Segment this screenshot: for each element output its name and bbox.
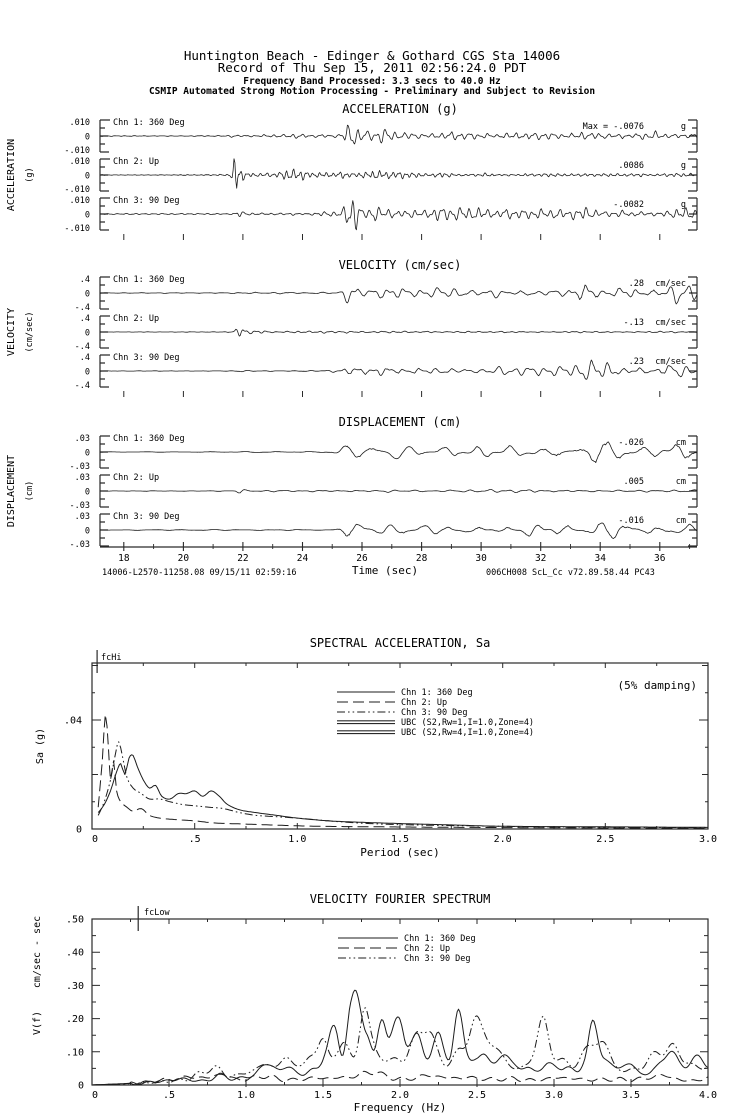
scale-tick-label: .010 [69, 157, 90, 167]
scale-tick-label: .03 [74, 473, 90, 483]
time-tick-label: 28 [415, 553, 428, 564]
displacement-axis-units: (cm) [25, 480, 35, 502]
channel-right-bracket [688, 120, 697, 152]
scale-tick-label: .4 [79, 353, 90, 363]
scale-tick-label: 0 [84, 210, 90, 221]
sa-plot-title: SPECTRAL ACCELERATION, Sa [309, 636, 491, 650]
channel-label: Chn 3: 90 Deg [113, 512, 180, 522]
scale-tick-label: 0 [84, 289, 90, 300]
fourier-legend-label: Chn 1: 360 Deg [404, 934, 476, 944]
scale-tick-label: -.4 [74, 303, 90, 313]
panel-bottom-tick-row [124, 391, 660, 397]
channel-label: Chn 1: 360 Deg [113, 434, 185, 444]
sa-series-3 [98, 742, 708, 828]
sa-x-tick-label: 1.0 [288, 834, 307, 845]
fourier-y-tick-label: .10 [65, 1047, 84, 1059]
scale-tick-label: -.010 [64, 185, 90, 195]
fourier-y-tick-label: .20 [65, 1014, 84, 1026]
time-tick-label: 20 [177, 553, 190, 564]
sa-legend-label: Chn 3: 90 Deg [401, 708, 468, 718]
fourier-x-tick-label: 3.0 [544, 1090, 564, 1101]
fourier-y-ticks [92, 919, 708, 1068]
sa-x-ticks [143, 663, 656, 829]
fourier-legend-label: Chn 3: 90 Deg [404, 954, 471, 964]
channel-label: Chn 2: Up [113, 314, 160, 324]
fourier-x-ticks [131, 919, 670, 1087]
scale-tick-label: 0 [84, 367, 90, 378]
sa-x-tick-label: .5 [188, 834, 201, 845]
sa-y-axis-label: Sa (g) [35, 727, 46, 765]
fourier-x-tick-label: 4.0 [698, 1090, 718, 1101]
peak-units-label: cm/sec [655, 279, 686, 289]
waveform-trace-2-1 [100, 285, 697, 304]
waveform-trace-1-2 [100, 159, 697, 189]
channel-label: Chn 1: 360 Deg [113, 118, 185, 128]
sa-x-tick-label: 3.0 [698, 834, 718, 845]
sa-series-1 [98, 755, 708, 828]
scale-tick-label: -.4 [74, 342, 90, 352]
sa-x-axis-label: Period (sec) [360, 846, 440, 859]
sa-fchi-marker-label: fcHi [101, 653, 122, 663]
sa-y-tick-label: 0 [75, 824, 82, 836]
sa-legend-label: UBC (S2,Rw=4,I=1.0,Zone=4) [401, 728, 535, 738]
fourier-legend-label: Chn 2: Up [404, 944, 451, 954]
peak-value-label: -.016 [618, 516, 644, 526]
peak-units-label: cm [675, 516, 686, 526]
channel-label: Chn 1: 360 Deg [113, 275, 185, 285]
scale-tick-label: .010 [69, 196, 90, 206]
scale-tick-label: .4 [79, 314, 90, 324]
peak-units-label: g [680, 200, 686, 210]
footer-record-id: 14006-L2570-11258.08 09/15/11 02:59:16 [102, 568, 297, 578]
channel-label: Chn 2: Up [113, 157, 160, 167]
peak-value-label: Max = -.0076 [582, 122, 644, 132]
acceleration-axis-label: ACCELERATION [6, 138, 17, 212]
fourier-plot-title: VELOCITY FOURIER SPECTRUM [309, 892, 491, 906]
time-tick-label: 26 [356, 553, 368, 564]
fourier-y-axis-label: V(f) [32, 1010, 43, 1036]
channel-right-bracket [688, 277, 697, 309]
time-tick-label: 18 [118, 553, 130, 564]
velocity-axis-units: (cm/sec) [25, 311, 35, 353]
scale-tick-label: .03 [74, 434, 90, 444]
fourier-series-1 [92, 990, 708, 1085]
scale-tick-label: 0 [84, 132, 90, 143]
acceleration-panel-title: ACCELERATION (g) [342, 102, 458, 116]
peak-value-label: -.026 [618, 438, 644, 448]
panel-bottom-tick-row [124, 234, 660, 240]
scale-tick-label: -.03 [69, 501, 90, 511]
time-tick-label: 22 [237, 553, 249, 564]
peak-units-label: cm/sec [655, 357, 686, 367]
channel-right-bracket [688, 436, 697, 468]
sa-legend-label: UBC (S2,Rw=1,I=1.0,Zone=4) [401, 718, 535, 728]
channel-label: Chn 3: 90 Deg [113, 196, 180, 206]
fourier-x-tick-label: 2.0 [390, 1090, 410, 1101]
peak-units-label: cm [675, 438, 686, 448]
frequency-band-line: Frequency Band Processed: 3.3 secs to 40.0 Hz [243, 76, 501, 87]
velocity-axis-label: VELOCITY [6, 307, 17, 357]
scale-tick-label: -.4 [74, 381, 90, 391]
waveform-trace-1-3 [100, 201, 697, 230]
channel-label: Chn 3: 90 Deg [113, 353, 180, 363]
peak-value-label: .0086 [618, 161, 644, 171]
fourier-x-axis-label: Frequency (Hz) [353, 1101, 447, 1114]
peak-value-label: .28 [628, 279, 644, 289]
sa-legend-label: Chn 2: Up [401, 698, 448, 708]
fourier-fclow-marker-label: fcLow [144, 908, 170, 918]
fourier-y-tick-label: 0 [77, 1080, 84, 1092]
peak-value-label: .23 [628, 357, 644, 367]
acceleration-axis-units: (g) [25, 167, 35, 183]
peak-units-label: g [680, 122, 686, 132]
sa-damping-note: (5% damping) [617, 679, 697, 692]
processing-note-line: CSMIP Automated Strong Motion Processing - Preliminary and Subject to Revision [148, 86, 596, 97]
scale-tick-label: -.010 [64, 224, 90, 234]
displacement-panel-title: DISPLACEMENT (cm) [338, 415, 462, 429]
displacement-axis-label: DISPLACEMENT [6, 454, 17, 528]
scale-tick-label: -.010 [64, 146, 90, 156]
time-tick-label: 34 [594, 553, 606, 564]
peak-units-label: cm [675, 477, 686, 487]
peak-units-label: g [680, 161, 686, 171]
waveform-trace-2-2 [100, 329, 697, 336]
time-tick-label: 32 [534, 553, 547, 564]
record-date-line: Record of Thu Sep 15, 2011 02:56:24.0 PDT [217, 60, 527, 75]
scale-tick-label: 0 [84, 526, 90, 537]
sa-y-ticks [92, 666, 708, 802]
sa-x-tick-label: 0 [91, 834, 99, 845]
fourier-y-tick-label: .40 [65, 947, 84, 959]
scale-tick-label: -.03 [69, 540, 90, 550]
waveform-trace-3-2 [100, 490, 697, 493]
time-tick-label: 36 [654, 553, 666, 564]
waveform-trace-3-1 [100, 442, 697, 463]
scale-tick-label: -.03 [69, 462, 90, 472]
waveform-trace-3-3 [100, 523, 697, 539]
fourier-x-tick-label: 1.5 [313, 1090, 333, 1101]
sa-x-tick-label: 2.0 [493, 834, 512, 845]
sa-legend-label: Chn 1: 360 Deg [401, 688, 473, 698]
fourier-y-axis-units: cm/sec - sec [32, 915, 43, 989]
peak-value-label: .005 [623, 477, 644, 487]
channel-right-bracket [688, 198, 697, 230]
sa-y-tick-label: .04 [63, 715, 82, 727]
scale-tick-label: .03 [74, 512, 90, 522]
sa-x-tick-label: 2.5 [596, 834, 615, 845]
scale-tick-label: 0 [84, 487, 90, 498]
peak-units-label: cm/sec [655, 318, 686, 328]
time-axis-label: Time (sec) [351, 564, 419, 577]
peak-value-label: -.0082 [613, 200, 644, 210]
peak-value-label: -.13 [623, 318, 644, 328]
velocity-panel-title: VELOCITY (cm/sec) [338, 258, 462, 272]
time-tick-label: 30 [475, 553, 487, 564]
fourier-x-tick-label: 0 [91, 1090, 99, 1101]
fourier-x-tick-label: .5 [162, 1090, 176, 1101]
station-title: Huntington Beach - Edinger & Gothard CGS Sta 14006 [183, 48, 561, 63]
sa-x-tick-label: 1.5 [390, 834, 410, 845]
fourier-y-tick-label: .30 [65, 980, 84, 992]
sa-plot-frame [92, 663, 708, 829]
fourier-x-tick-label: 3.5 [621, 1090, 641, 1101]
scale-tick-label: .010 [69, 118, 90, 128]
time-tick-label: 24 [296, 553, 309, 564]
fourier-plot-frame [92, 919, 708, 1085]
fourier-x-tick-label: 2.5 [467, 1090, 487, 1101]
channel-label: Chn 2: Up [113, 473, 160, 483]
scale-tick-label: 0 [84, 171, 90, 182]
scale-tick-label: 0 [84, 448, 90, 459]
scale-tick-label: 0 [84, 328, 90, 339]
waveform-trace-2-3 [100, 360, 697, 379]
fourier-x-tick-label: 1.0 [236, 1090, 256, 1101]
fourier-y-tick-label: .50 [65, 914, 84, 926]
footer-processing-codes: 006CH008 ScL_Cc v72.89.58.44 PC43 [486, 568, 655, 578]
scale-tick-label: .4 [79, 275, 90, 285]
